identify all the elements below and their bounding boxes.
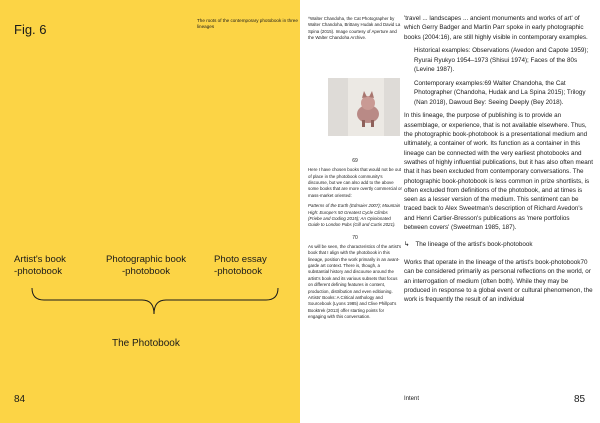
main-text-column bbox=[404, 14, 594, 309]
root-label: The Photobook bbox=[112, 338, 180, 349]
quote-paragraph: 'travel ... landscapes ... ancient monuments and works of art' of which Gerry Badger and Martin Parr spoke in early photographic books (2004:16), are still highly visible in contemporary examples. bbox=[404, 15, 588, 41]
lineage-subtitle: -photobook bbox=[121, 266, 170, 278]
figure-label: Fig. 6 bbox=[14, 22, 47, 37]
lineage-photo-essay bbox=[214, 254, 294, 279]
image-caption-column bbox=[308, 16, 402, 46]
figure-caption: The roots of the contemporary photobook in three lineages bbox=[197, 18, 298, 30]
brace-path bbox=[32, 288, 278, 314]
note-number: 69 bbox=[352, 158, 358, 164]
lineage-photographic-book bbox=[100, 254, 192, 279]
running-head: Intent bbox=[404, 396, 420, 402]
right-page bbox=[300, 0, 600, 423]
page-number-right: 85 bbox=[574, 394, 586, 405]
lineage-paragraph: In this lineage, the purpose of publishing is to provide an assemblage, or experience, that is not available elsewhere. Thus, the photographic book-photobook is a presentational medium and ultimately, a container of work. Its function as a container in this lineage can be connected with the very earliest photobooks and swathes of highly influential publications, but it has also often meant that it has been excluded from contemporary conversations. The photographic book-photobook is less common in prize shortlists, is often excluded from definitions of the photobook, and at times is seen as a lesser version of the medium. This sentiment can be traced back to Alex Sweetman's description of Richard Avedon's and Henri Cartier-Bresson's publications as 'mere portfolios between covers' (Sweetman 1985, 187). bbox=[404, 112, 594, 232]
image-caption: ^Walter Chandoha, the Cat Photographer by Walter Chandoha, Brittany Hudak and David La Spina (2015). Image courtesy of Aperture and the Walter Chandoha Archive. bbox=[308, 16, 401, 41]
note-69-examples: Patterns of the Earth (Edmaier 2007); Mountain High: Europe's 50 Greatest Cycle Climbs (Friebe and Goding 2015); An Opinionated Guide to London Pubs (Gill and Curtis 2021). bbox=[308, 203, 401, 228]
book-photo bbox=[328, 78, 400, 136]
lineage-subtitle: -photobook bbox=[214, 266, 263, 278]
sidenotes-column bbox=[308, 152, 402, 324]
note-number: 70 bbox=[352, 234, 358, 241]
historical-examples: Historical examples: Observations (Avedon and Capote 1959); Ryurai Ryukyo 1954–1973 (Shisui 1974); Faces of the 80s (Levine 1987). bbox=[414, 47, 589, 74]
section-title: The lineage of the artist's book-photobook bbox=[415, 241, 533, 249]
lineage-artists-book bbox=[14, 254, 104, 279]
lineage-title: Artist's book bbox=[14, 254, 66, 265]
lineage-subtitle: -photobook bbox=[14, 266, 63, 278]
cat-figurine-image bbox=[354, 84, 382, 130]
note-70-text: As will be seen, the characteristics of the artist's book that I align with the photobook in this lineage, position the work primarily in an avant-garde art context. There is, though, a substantial history and discourse around the artist's book and its various subsets that focus on different defining features in content, production, distribution and even editioning. Artists' Books: A Critical anthology and Sourcebook (Lyons 1985) and Clive Phillpot's Booktrek (2013) offer starting points for engaging with this conversation. bbox=[308, 243, 402, 319]
artist-book-paragraph: Works that operate in the lineage of the artist's book-photobook70 can be considered primarily as personal reflections on the world, or an interrogation of medium (often both). While they may be produced in response to a global event or cultural phenomenon, the work is frequently the result of an individual bbox=[404, 258, 593, 304]
lineage-title: Photographic book bbox=[105, 254, 186, 265]
page-number-left: 84 bbox=[14, 394, 26, 405]
section-heading bbox=[404, 240, 594, 250]
curly-brace-diagram bbox=[30, 286, 280, 326]
lineage-title: Photo essay bbox=[214, 254, 267, 265]
arrow-return-icon: ↳ bbox=[404, 241, 410, 249]
note-69-text: Here I have chosen books that would not be out of place in the photobook community's discourse, but we can also add to the above some books that are more overtly commercial or mass-market oriented: bbox=[308, 167, 402, 198]
contemporary-examples: Contemporary examples:69 Walter Chandoha, the Cat Photographer (Chandoha, Hudak and La Spina 2015); Trilogy (Nan 2018), Dawoud Bey: Seeing Deeply (Bey 2018). bbox=[414, 79, 586, 106]
